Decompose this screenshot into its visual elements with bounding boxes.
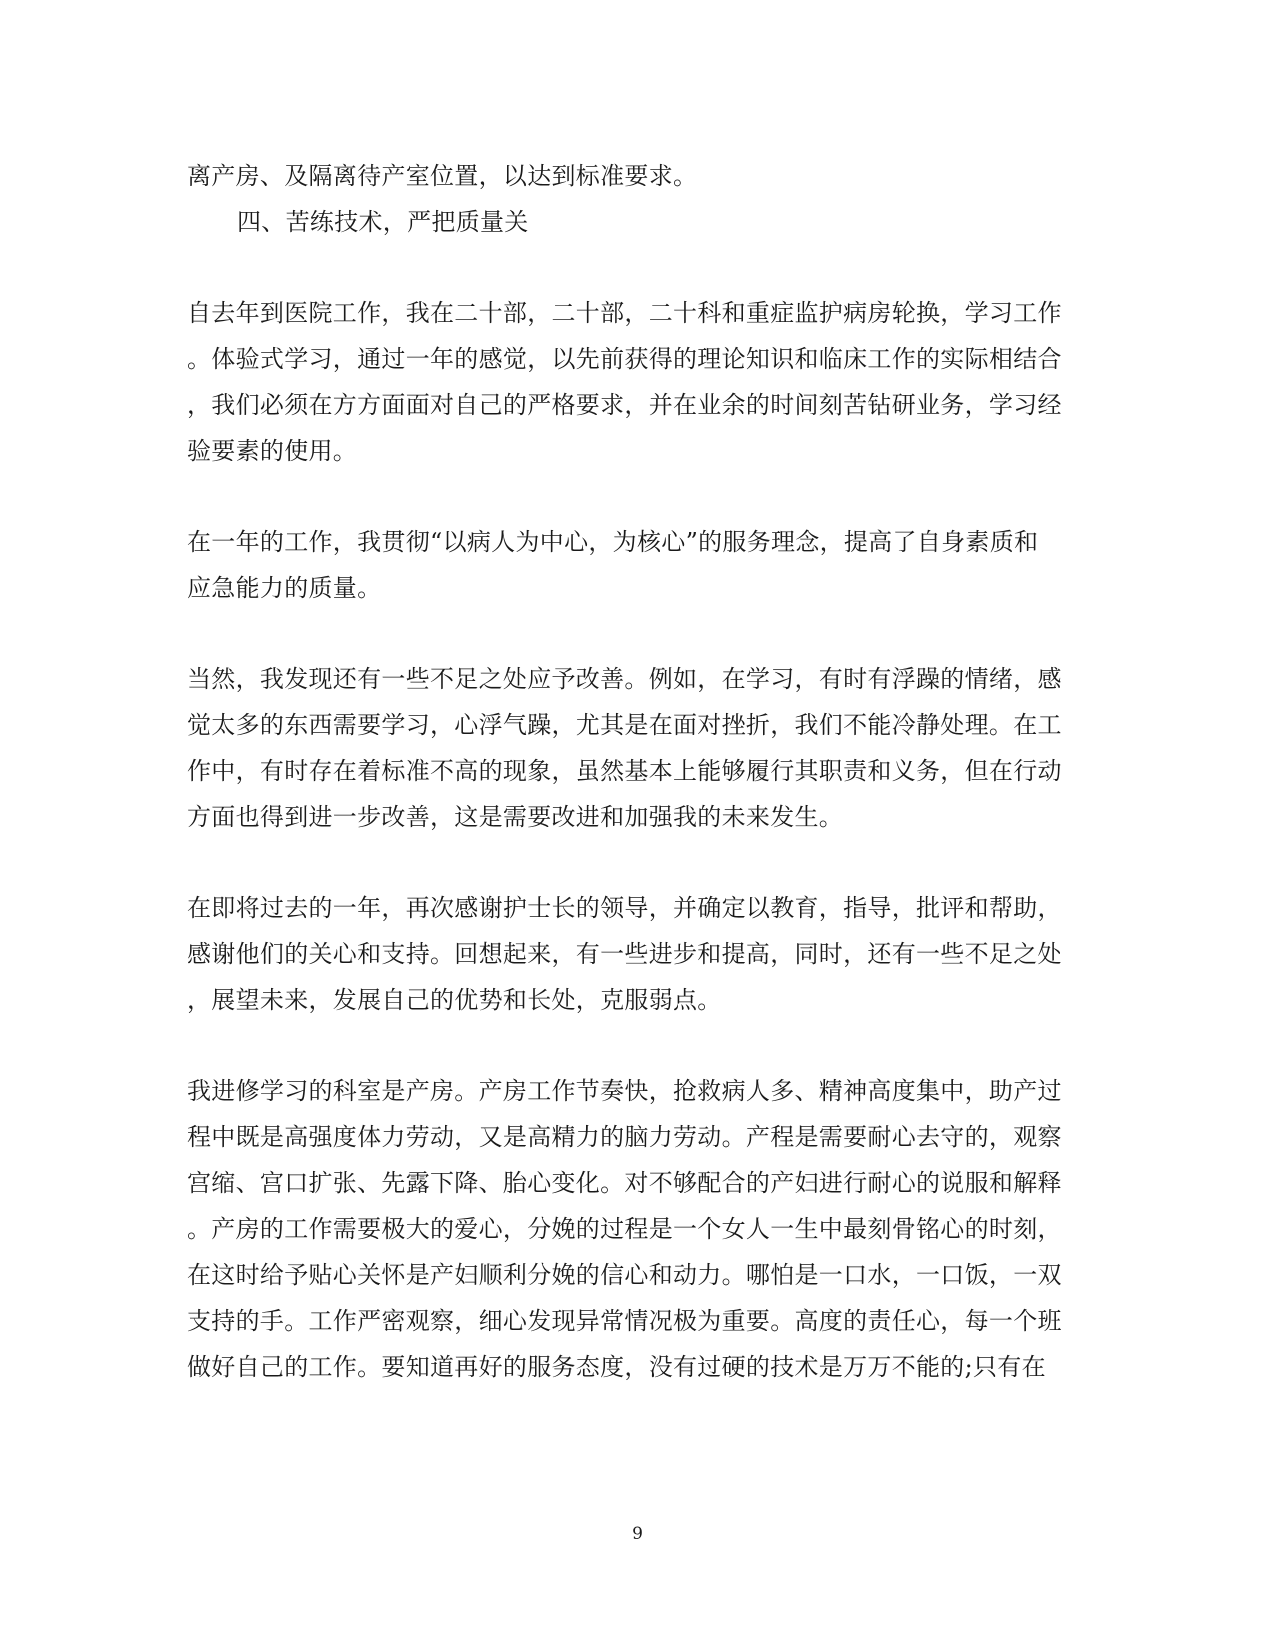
text-line: ，展望未来，发展自己的优势和长处，克服弱点。 [187, 986, 722, 1014]
text-line: 离产房、及隔离待产室位置，以达到标准要求。 [187, 162, 698, 190]
text-line: 在一年的工作，我贯彻“以病人为中心，为核心”的服务理念，提高了自身素质和 [187, 528, 1039, 556]
page-number: 9 [632, 1524, 643, 1544]
text-line: 程中既是高强度体力劳动，又是高精力的脑力劳动。产程是需要耐心去守的，观察 [187, 1123, 1062, 1151]
text-line: 做好自己的工作。要知道再好的服务态度，没有过硬的技术是万万不能的;只有在 [187, 1353, 1046, 1381]
text-line: 应急能力的质量。 [187, 574, 382, 602]
text-line: 作中，有时存在着标准不高的现象，虽然基本上能够履行其职责和义务，但在行动 [187, 757, 1062, 785]
text-line: 我进修学习的科室是产房。产房工作节奏快，抢救病人多、精神高度集中，助产过 [187, 1077, 1062, 1105]
text-line: 验要素的使用。 [187, 437, 358, 465]
text-line: 当然，我发现还有一些不足之处应予改善。例如，在学习，有时有浮躁的情绪，感 [187, 665, 1062, 693]
text-line: 在即将过去的一年，再次感谢护士长的领导，并确定以教育，指导，批评和帮助， [187, 894, 1062, 922]
text-line: ，我们必须在方方面面对自己的严格要求，并在业余的时间刻苦钻研业务，学习经 [187, 391, 1062, 419]
text-line: 在这时给予贴心关怀是产妇顺利分娩的信心和动力。哪怕是一口水，一口饭，一双 [187, 1261, 1062, 1289]
text-line: 感谢他们的关心和支持。回想起来，有一些进步和提高，同时，还有一些不足之处 [187, 940, 1062, 968]
text-line: 宫缩、宫口扩张、先露下降、胎心变化。对不够配合的产妇进行耐心的说服和解释 [187, 1169, 1062, 1197]
text-line: 自去年到医院工作，我在二十部，二十部，二十科和重症监护病房轮换，学习工作 [187, 299, 1062, 327]
text-line: 觉太多的东西需要学习，心浮气躁，尤其是在面对挫折，我们不能冷静处理。在工 [187, 711, 1062, 739]
text-line: 支持的手。工作严密观察，细心发现异常情况极为重要。高度的责任心，每一个班 [187, 1307, 1062, 1335]
text-line: 。体验式学习，通过一年的感觉，以先前获得的理论知识和临床工作的实际相结合 [187, 345, 1062, 373]
text-line: 方面也得到进一步改善，这是需要改进和加强我的未来发生。 [187, 803, 844, 831]
text-line: 。产房的工作需要极大的爱心，分娩的过程是一个女人一生中最刻骨铭心的时刻， [187, 1215, 1062, 1243]
section-heading: 四、苦练技术，严把质量关 [237, 208, 529, 236]
